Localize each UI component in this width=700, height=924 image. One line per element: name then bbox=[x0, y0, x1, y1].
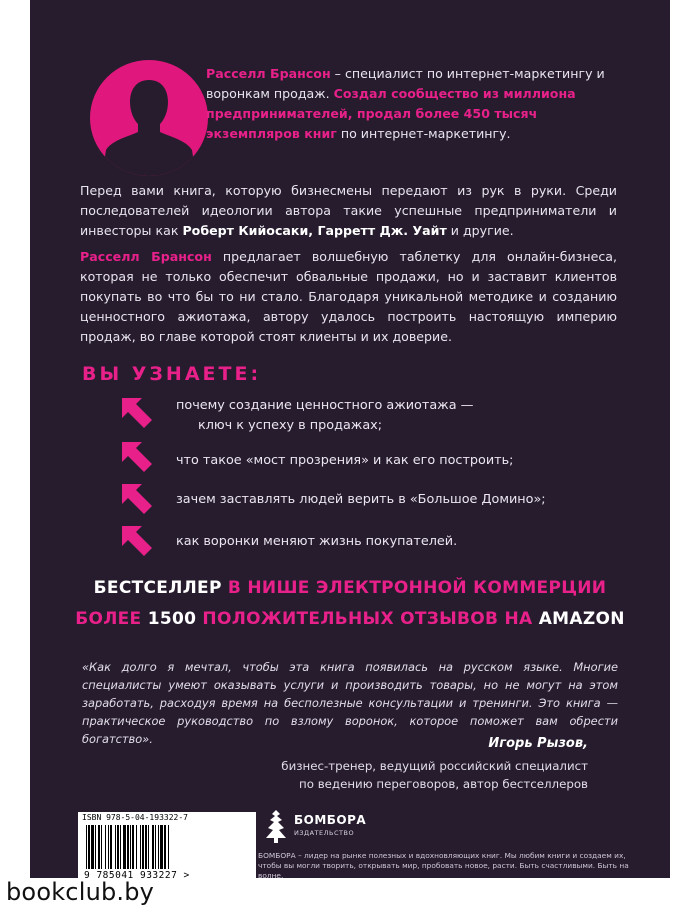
learn-item-1-line-2: ключ к успеху в продажах; bbox=[198, 418, 383, 433]
arrow-up-left-icon bbox=[120, 440, 154, 474]
arrow-up-left-icon bbox=[120, 524, 154, 558]
intro-paragraph-1 bbox=[80, 181, 617, 241]
publisher-name: БОМБОРА bbox=[294, 813, 367, 827]
intro-1-names: Роберт Кийосаки, Гарретт Дж. Уайт bbox=[182, 223, 447, 238]
author-bio-highlight: Создал сообщество из миллиона предпринимателей, продал более 450 тысяч экземпляров книг bbox=[206, 86, 576, 141]
learn-heading: ВЫ УЗНАЕТЕ: bbox=[82, 363, 262, 385]
book-back-cover bbox=[30, 0, 670, 878]
isbn-label: ISBN 978-5-04-193322-7 bbox=[82, 813, 188, 822]
site-watermark: bookclub.by bbox=[6, 878, 155, 906]
arrow-up-left-icon bbox=[120, 396, 154, 430]
isbn-barcode bbox=[78, 812, 256, 878]
learn-item-3: зачем заставлять людей верить в «Большое Домино»; bbox=[176, 492, 546, 507]
quote-role-line-2: по ведению переговоров, автор бестселлеров bbox=[299, 777, 588, 791]
barcode-digits: 9 785041 933227 > bbox=[84, 870, 190, 878]
quote-author: Игорь Рызов, bbox=[488, 736, 588, 751]
reviews-banner bbox=[30, 609, 670, 629]
publisher-logo-icon bbox=[262, 808, 290, 844]
endorsement-quote: «Как долго я мечтал, чтобы эта книга появилась на русском языке. Многие специалисты умеют оказывать услуги и производить товары, но не могут на этом заработать, расходуя время на бесполезные консультации и тренинги. Это книга — практическое руководство по взлому воронок, которое поможет вам обрести богатство». bbox=[82, 660, 618, 746]
bestseller-word: БЕСТСЕЛЛЕР bbox=[93, 578, 222, 598]
author-name: Расселл Брансон bbox=[206, 66, 331, 81]
publisher-subtitle: ИЗДАТЕЛЬСТВО bbox=[294, 829, 355, 837]
quote-author-role bbox=[30, 757, 588, 793]
intro-2-author-name: Расселл Брансон bbox=[80, 249, 212, 264]
reviews-more: БОЛЕЕ bbox=[75, 609, 148, 629]
reviews-amazon: AMAZON bbox=[538, 609, 625, 629]
quote-role-line-1: бизнес-тренер, ведущий российский специалист bbox=[281, 759, 588, 773]
author-bio-text-2: по интернет-маркетингу. bbox=[336, 126, 511, 141]
intro-1-text-2: и другие. bbox=[446, 223, 514, 238]
learn-item-1-line-1: почему создание ценностного ажиотажа — bbox=[176, 398, 474, 413]
reviews-positive: ПОЛОЖИТЕЛЬНЫХ ОТЗЫВОВ НА bbox=[196, 609, 539, 629]
intro-1-text-1: Перед вами книга, которую бизнесмены передают из рук в руки. Среди последователей идеологии автора такие успешные предприниматели и инвесторы как bbox=[80, 183, 617, 238]
reviews-count: 1500 bbox=[147, 609, 197, 629]
learn-item-4: как воронки меняют жизнь покупателей. bbox=[176, 534, 458, 549]
bestseller-niche: В НИШЕ ЭЛЕКТРОННОЙ КОММЕРЦИИ bbox=[221, 578, 607, 598]
intro-paragraph-2 bbox=[80, 247, 617, 347]
author-silhouette-icon bbox=[90, 60, 208, 176]
arrow-up-left-icon bbox=[120, 482, 154, 516]
author-bio-text-1: – специалист по интернет-маркетингу и воронкам продаж. bbox=[206, 66, 605, 101]
publisher-tagline: БОМБОРА – лидер на рынке полезных и вдохновляющих книг. Мы любим книги и создаем их, чтобы вы могли творить, открывать мир, пробовать новое, расти. Быть счастливыми. Быть на волне. bbox=[258, 851, 629, 878]
bestseller-banner bbox=[30, 578, 670, 598]
learn-item-2: что такое «мост прозрения» и как его построить; bbox=[176, 453, 514, 468]
barcode-icon bbox=[86, 825, 248, 869]
intro-2-text: предлагает волшебную таблетку для онлайн-бизнеса, которая не только обеспечит обвальные продажи, но и заставит клиентов покупать во что бы то ни стало. Благодаря уникальной методике и созданию ценностного ажиотажа, автору удалось построить настоящую империю продаж, во главе которой стоят клиенты и их доверие. bbox=[80, 249, 617, 344]
author-bio bbox=[206, 64, 616, 144]
